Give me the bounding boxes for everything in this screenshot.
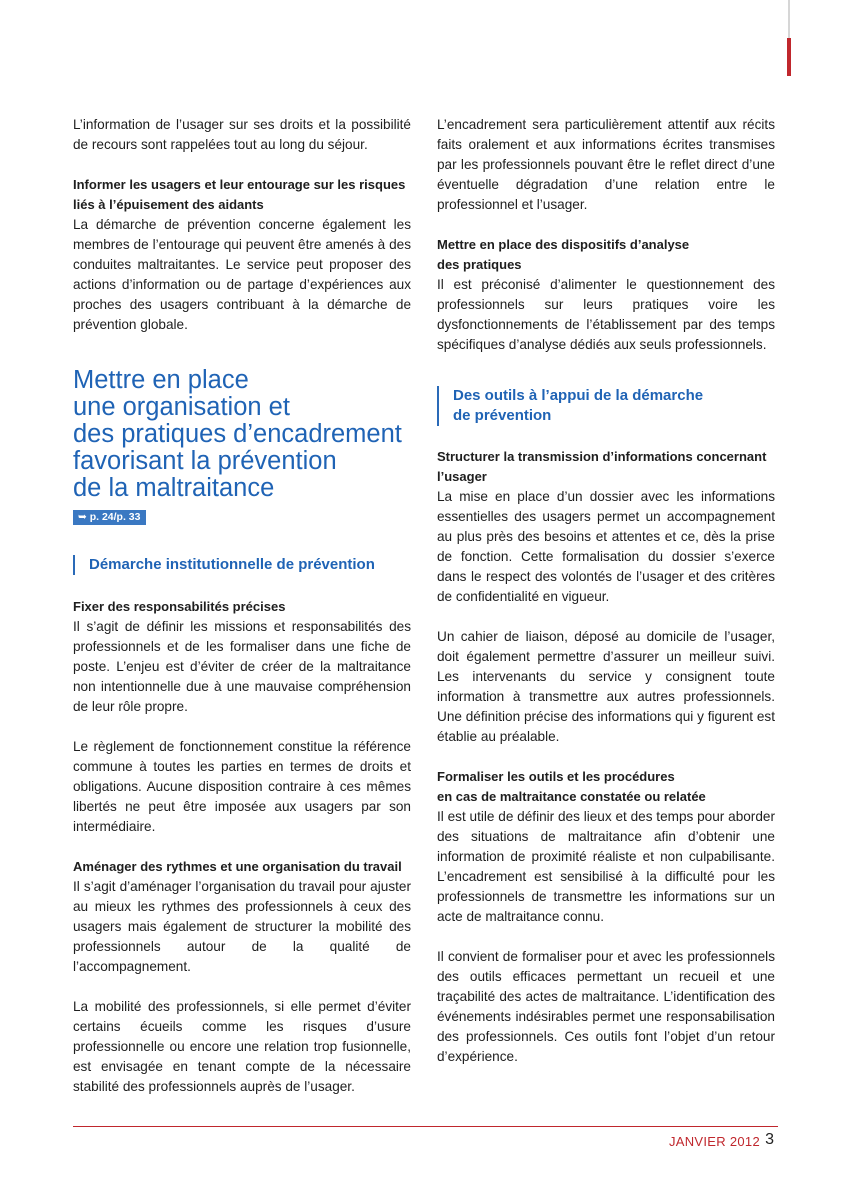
footer-rule (73, 1126, 778, 1127)
paragraph-reglement: Le règlement de fonctionnement constitue la référence commune à toutes les parties en termes de droits et obligations. Aucune disposition contraire à ces mêmes libertés ne peut être imposée aux usagers par son intermédiaire. (73, 739, 411, 834)
heading-formaliser-line: Formaliser les outils et les procédures (437, 769, 675, 784)
title-line: Mettre en place (73, 366, 249, 394)
heading-formaliser-line: en cas de maltraitance constatée ou relatée (437, 789, 706, 804)
paragraph-informer: La démarche de prévention concerne également les membres de l’entourage qui peuvent être amenés à des conduites maltraitantes. Le service peut proposer des actions d’information ou de partage d’expériences aux proches des usagers contribuant à la démarche de prévention globale. (73, 217, 411, 332)
paragraph-amenager: Il s’agit d’aménager l’organisation du travail pour ajuster au mieux les rythmes des professionnels à ceux des usagers mais également de structurer la mobilité des professionnels autour de la qualité de l’accompagnement. (73, 879, 411, 974)
left-column (73, 115, 411, 1097)
heading-analyse (437, 235, 775, 275)
footer-date: JANVIER 2012 (668, 1134, 760, 1149)
paragraph-analyse: Il est préconisé d’alimenter le questionnement des professionnels sur leurs pratiques voire les dysfonctionnements de l’établissement par des temps spécifiques d’analyse dédiés aux seuls professionnels. (437, 277, 775, 352)
paragraph-fixer: Il s’agit de définir les missions et responsabilités des professionnels et de les formaliser dans une fiche de poste. L’enjeu est d’éviter de créer de la maltraitance non intentionnelle due à une mauvaise compréhension de leur rôle propre. (73, 619, 411, 714)
paragraph-mobilite: La mobilité des professionnels, si elle permet d’éviter certains écueils comme les risques d’usure professionnelle ou encore une relation trop fusionnelle, est envisagée en tenant compte de la nécessaire stabilité des professionnels auprès de l’usager. (73, 999, 411, 1094)
heading-analyse-line: des pratiques (437, 257, 522, 272)
heading-structurer: Structurer la transmission d’informations concernant l’usager (437, 449, 767, 484)
title-line: des pratiques d’encadrement (73, 420, 402, 448)
paragraph-convient: Il convient de formaliser pour et avec les professionnels des outils efficaces permettant un recueil et une traçabilité des actes de maltraitance. L’identification des événements indésirables permet une responsabilisation des professionnels. Ces outils font l’objet d’un retour d’expérience. (437, 949, 775, 1064)
title-line: favorisant la prévention (73, 447, 337, 475)
heading-informer: Informer les usagers et leur entourage sur les risques liés à l’épuisement des aidants (73, 177, 406, 212)
top-accent-bar (787, 38, 791, 76)
title-line: de la maltraitance (73, 474, 275, 502)
page-title (73, 367, 411, 502)
section-heading-line: de prévention (453, 407, 552, 424)
paragraph-formaliser: Il est utile de définir des lieux et des temps pour aborder des situations de maltraitance afin d’obtenir une information de proximité réaliste et non culpabilisante. L’encadrement est sensibilisé à la difficulté pour les professionnels de transmettre les informations sur un acte de maltraitance connu. (437, 809, 775, 924)
right-column (437, 115, 775, 1067)
page-number: 3 (765, 1131, 774, 1148)
paragraph-encadrement: L’encadrement sera particulièrement attentif aux récits faits oralement et aux informations écrites transmises par les professionnels pouvant être le reflet direct d’une éventuelle dégradation d’une relation entre le professionnel et l’usager. (437, 117, 775, 212)
intro-paragraph: L’information de l’usager sur ses droits et la possibilité de recours sont rappelées tout au long du séjour. (73, 117, 411, 152)
heading-formaliser (437, 767, 775, 807)
section-heading-line: Des outils à l’appui de la démarche (453, 387, 704, 404)
section-heading-demarche: Démarche institutionnelle de prévention (73, 555, 411, 575)
heading-amenager: Aménager des rythmes et une organisation du travail (73, 859, 402, 874)
paragraph-cahier: Un cahier de liaison, déposé au domicile de l’usager, doit également permettre d’assurer un meilleur suivi. Les intervenants du service y consignent toute information à transmettre aux autres professionnels. Une définition précise des informations qui y figurent est établie au préalable. (437, 629, 775, 744)
heading-fixer: Fixer des responsabilités précises (73, 599, 286, 614)
heading-analyse-line: Mettre en place des dispositifs d’analyse (437, 237, 690, 252)
page-reference-tag[interactable]: ➥ p. 24/p. 33 (73, 510, 146, 525)
title-line: une organisation et (73, 393, 290, 421)
section-heading-outils (437, 386, 775, 426)
top-margin-rule (788, 0, 790, 38)
paragraph-dossier: La mise en place d’un dossier avec les informations essentielles des usagers permet un accompagnement au plus près des besoins et attentes et ce, dès la prise de fonction. Cette formalisation du dossier s’exerce dans le respect des volontés de l’usager et des critères de confidentialité en vigueur. (437, 489, 775, 604)
